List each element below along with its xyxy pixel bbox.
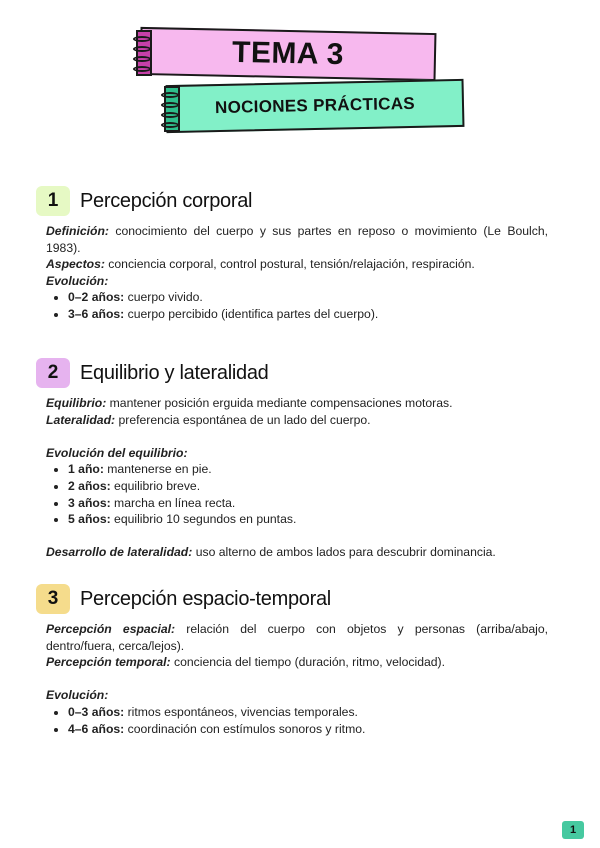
section-title: Percepción espacio-temporal [80, 587, 331, 610]
section-number-badge: 1 [36, 186, 70, 216]
page-number: 1 [562, 821, 584, 839]
balance-paragraph: Equilibrio: mantener posición erguida mediante compensaciones motoras. [46, 396, 453, 410]
list-item: • 2 años: equilibrio breve. [68, 478, 548, 495]
evolution-list [46, 461, 548, 527]
list-item: • 3 años: marcha en línea recta. [68, 495, 548, 512]
section-body-3 [46, 621, 548, 737]
laterality-paragraph: Lateralidad: preferencia espontánea de un lado del cuerpo. [46, 412, 371, 427]
section-number-badge: 3 [36, 584, 70, 614]
list-item: • 0–2 años: cuerpo vivido. [68, 289, 548, 306]
section-heading-3 [36, 584, 331, 614]
evolution-list [46, 289, 548, 322]
page-subtitle: NOCIONES PRÁCTICAS [214, 93, 416, 118]
section-title: Percepción corporal [80, 189, 253, 212]
section-heading-2 [36, 358, 268, 388]
list-item: • 1 año: mantenerse en pie. [68, 461, 548, 478]
list-item: • 4–6 años: coordinación con estímulos sonoros y ritmo. [68, 721, 548, 738]
evolution-list [46, 704, 548, 737]
list-item: • 3–6 años: cuerpo percibido (identifica partes del cuerpo). [68, 306, 548, 323]
header [0, 0, 600, 150]
evolution-label: Evolución del equilibrio: [46, 445, 188, 460]
page-title: TEMA 3 [231, 35, 345, 72]
aspects-paragraph: Aspectos: conciencia corporal, control postural, tensión/relajación, respiración. [46, 257, 475, 272]
temporal-paragraph: Percepción temporal: conciencia del tiempo (duración, ritmo, velocidad). [46, 655, 445, 670]
subtitle-banner [166, 79, 465, 133]
section-heading-1 [36, 186, 252, 216]
evolution-label: Evolución: [46, 273, 109, 288]
section-number-badge: 2 [36, 358, 70, 388]
definition-paragraph: Definición: conocimiento del cuerpo y sus partes en reposo o movimiento (Le Boulch, 1983). [46, 224, 548, 255]
list-item: • 0–3 años: ritmos espontáneos, vivencias temporales. [68, 704, 548, 721]
development-paragraph: Desarrollo de lateralidad: uso alterno de ambos lados para descubrir dominancia. [46, 545, 496, 560]
title-banner [140, 27, 437, 81]
section-body-1 [46, 223, 548, 323]
spiral-binding-icon [136, 30, 152, 76]
spatial-paragraph: Percepción espacial: relación del cuerpo con objetos y personas (arriba/abajo, dentro/fuera, cerca/lejos). [46, 622, 548, 653]
evolution-label: Evolución: [46, 688, 109, 703]
list-item: • 5 años: equilibrio 10 segundos en puntas. [68, 511, 548, 528]
spiral-binding-icon [164, 86, 180, 132]
section-body-2 [46, 395, 548, 561]
section-title: Equilibrio y lateralidad [80, 361, 269, 384]
